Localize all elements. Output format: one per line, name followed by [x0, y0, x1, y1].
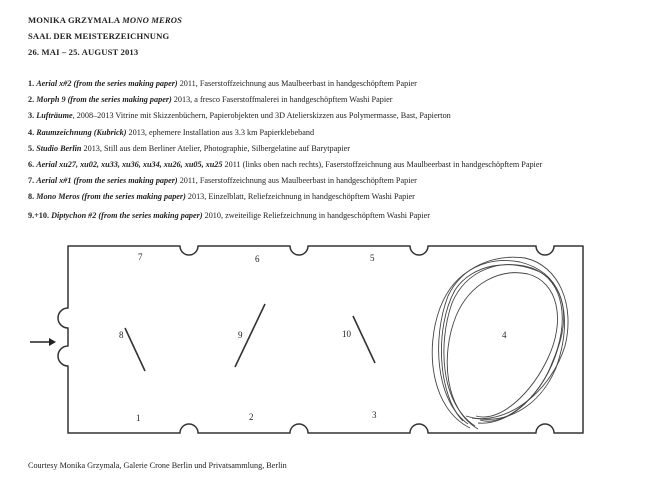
- display-wall-8: [125, 328, 145, 371]
- room-name: SAAL DER MEISTERZEICHNUNG: [28, 31, 170, 41]
- courtesy-credit: Courtesy Monika Grzymala, Galerie Crone Berlin und Privatsammlung, Berlin: [28, 461, 287, 470]
- work-item-4: 4. Raumzeichnung (Kubrick) 2013, ephemere Installation aus 3.3 km Papierklebeband: [28, 127, 315, 137]
- plan-label-4: 4: [502, 330, 507, 340]
- installation-scribble-4: [432, 257, 568, 429]
- works-list: [28, 76, 650, 224]
- artist-title-line: [28, 12, 182, 28]
- plan-label-5: 5: [370, 253, 375, 263]
- work-item-5: 5. Studio Berlin 2013, Still aus dem Berliner Atelier, Photographie, Silbergelatine auf Barytpapier: [28, 143, 350, 153]
- exhibition-title: MONO MEROS: [122, 15, 183, 25]
- display-wall-10: [353, 316, 375, 363]
- plan-label-6: 6: [255, 254, 260, 264]
- work-item-1: 1. Aerial x#2 (from the series making paper) 2011, Faserstoffzeichnung aus Maulbeerbast in handgeschöpftem Papier: [28, 79, 417, 88]
- work-item-9-10: 9.+10. Diptychon #2 (from the series making paper) 2010, zweiteilige Reliefzeichnung in handgeschöpftem Washi Papier: [28, 210, 431, 220]
- work-item-8: 8. Mono Meros (from the series making paper) 2013, Einzelblatt, Reliefzeichnung in handgeschöpftem Washi Papier: [28, 192, 415, 202]
- floor-plan: [0, 228, 655, 448]
- exhibition-dates: 26. MAI – 25. AUGUST 2013: [28, 47, 139, 57]
- plan-label-2: 2: [249, 412, 254, 422]
- work-item-7: 7. Aerial x#1 (from the series making paper) 2011, Faserstoffzeichnung aus Maulbeerbast in handgeschöpftem Papier: [28, 176, 417, 186]
- plan-label-9: 9: [238, 330, 243, 340]
- entrance-arrow-icon: [30, 338, 56, 346]
- plan-label-1: 1: [136, 413, 141, 423]
- work-item-6: 6. Aerial xu27, xu02, xu33, xu36, xu34, xu26, xu05, xu25 2011 (links oben nach rechts), Faserstoffzeichnung aus Maulbeerbast in handgeschöpftem Papier: [28, 160, 543, 170]
- artist-name: MONIKA GRZYMALA: [28, 15, 120, 25]
- work-item-3: 3. Lufträume, 2008–2013 Vitrine mit Skizzenbüchern, Papierobjekten und 3D Atelierskizzen aus Polymermasse, Bast, Papierton: [28, 111, 451, 121]
- plan-label-7: 7: [138, 252, 143, 262]
- header: [28, 12, 182, 60]
- plan-label-10: 10: [342, 329, 351, 339]
- work-item-2: 2. Morph 9 (from the series making paper) 2013, a fresco Faserstoffmalerei in handgeschöpftem Washi Papier: [28, 95, 393, 105]
- plan-label-8: 8: [119, 330, 124, 340]
- plan-label-3: 3: [372, 410, 377, 420]
